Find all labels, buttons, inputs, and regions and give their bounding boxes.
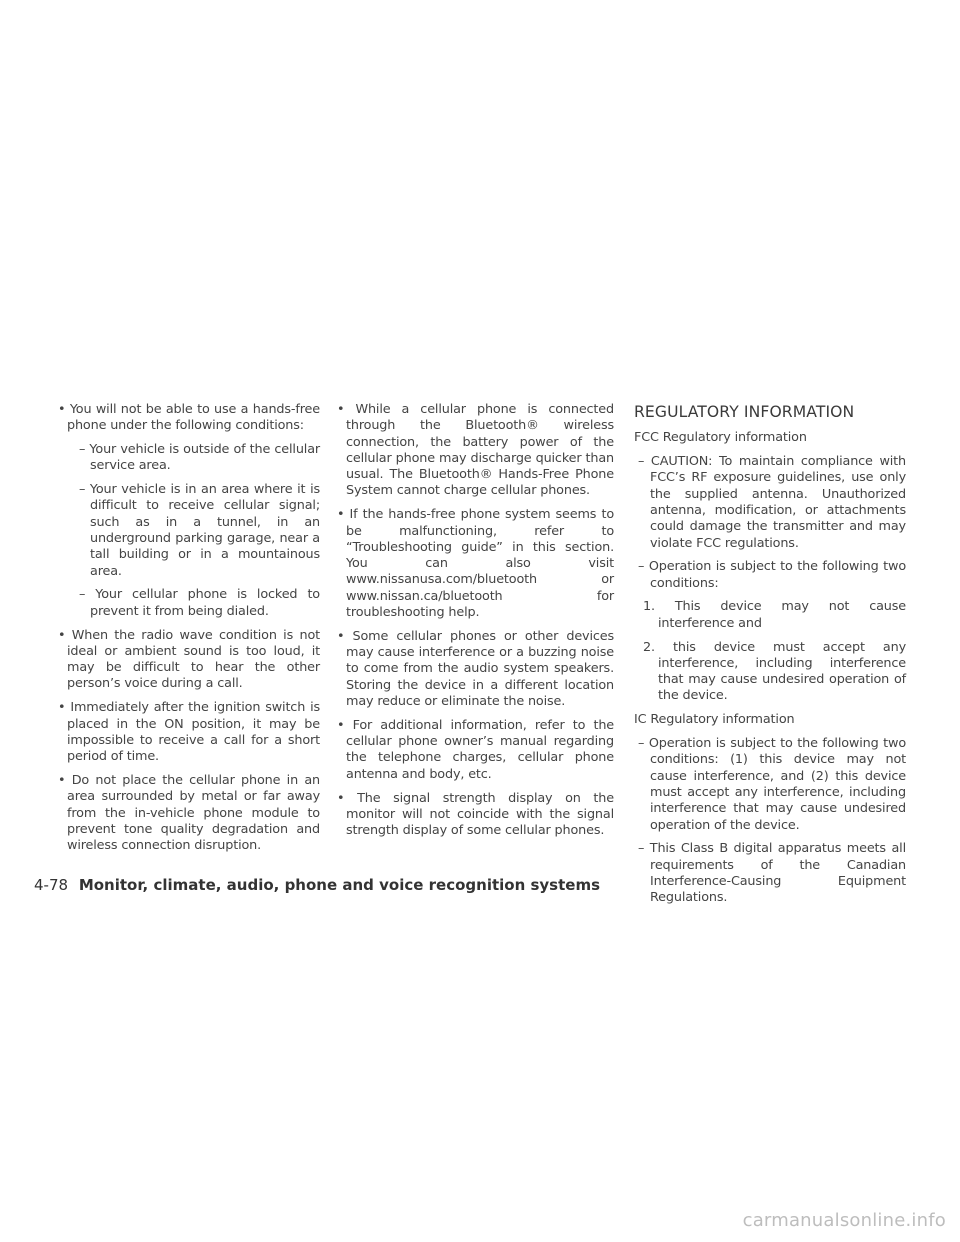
ic-operation: – Operation is subject to the following two conditions: (1) this device may not cause interference, and (2) this device must accept any interference, including interference that may cause undesired operation of the device. bbox=[638, 736, 906, 833]
bullet-signal-strength: • The signal strength display on the monitor will not coincide with the signal strength display of some cellular phones. bbox=[337, 790, 614, 839]
fcc-caution: – CAUTION: To maintain compliance with FCC’s RF exposure guidelines, use only the supplied antenna. Unauthorized antenna, modification, or attachments could damage the transmitter and may violate FCC regulations. bbox=[638, 454, 906, 551]
condition-weak-signal: – Your vehicle is in an area where it is difficult to receive cellular signal; such as in a tunnel, in an underground parking garage, near a tall building or in a mountainous area. bbox=[79, 482, 320, 579]
left-column bbox=[50, 402, 320, 862]
right-column bbox=[634, 402, 906, 914]
middle-column bbox=[329, 402, 614, 847]
page-footer bbox=[34, 876, 600, 894]
bullet-radio-wave: • When the radio wave condition is not ideal or ambient sound is too loud, it may be difficult to hear the other person’s voice during a call. bbox=[58, 627, 320, 692]
ic-title: IC Regulatory information bbox=[634, 712, 795, 728]
bullet-hands-free-conditions: • You will not be able to use a hands-free phone under the following conditions: bbox=[58, 402, 320, 434]
bullet-additional-info: • For additional information, refer to the cellular phone owner’s manual regarding the telephone charges, cellular phone antenna and body, etc. bbox=[337, 717, 614, 782]
bullet-battery-power: • While a cellular phone is connected through the Bluetooth® wireless connection, the battery power of the cellular phone may discharge quicker than usual. The Bluetooth® Hands-Free Phone System cannot charge cellular phones. bbox=[337, 402, 614, 499]
chapter-title: Monitor, climate, audio, phone and voice recognition systems bbox=[78, 876, 601, 894]
condition-phone-locked: – Your cellular phone is locked to prevent it from being dialed. bbox=[79, 587, 320, 619]
bullet-phone-placement: • Do not place the cellular phone in an area surrounded by metal or far away from the in-vehicle phone module to prevent tone quality degradation and wireless connection disruption. bbox=[58, 772, 320, 854]
section-heading: REGULATORY INFORMATION bbox=[634, 403, 855, 421]
bullet-malfunctioning: • If the hands-free phone system seems to be malfunctioning, refer to “Troubleshooting guide” in this section. You can also visit www.nissanusa.com/bluetooth or www.nissan.ca/bluetooth for troubleshooting help. bbox=[337, 507, 614, 621]
fcc-condition-1: 1. This device may not cause interference and bbox=[643, 599, 906, 631]
condition-outside-service-area: – Your vehicle is outside of the cellular service area. bbox=[79, 442, 320, 474]
fcc-operation: – Operation is subject to the following two conditions: bbox=[638, 559, 906, 591]
page-number: 4-78 bbox=[34, 876, 69, 894]
bullet-ignition-switch: • Immediately after the ignition switch is placed in the ON position, it may be impossible to receive a call for a short period of time. bbox=[58, 700, 320, 765]
fcc-condition-2: 2. this device must accept any interference, including interference that may cause undesired operation of the device. bbox=[643, 639, 906, 704]
watermark: carmanualsonline.info bbox=[742, 1210, 946, 1231]
fcc-title: FCC Regulatory information bbox=[634, 430, 807, 446]
bullet-interference-noise: • Some cellular phones or other devices may cause interference or a buzzing noise to come from the audio system speakers. Storing the device in a different location may reduce or eliminate the noise. bbox=[337, 628, 614, 710]
ic-class-b: – This Class B digital apparatus meets all requirements of the Canadian Interference-Causing Equipment Regulations. bbox=[638, 841, 906, 906]
